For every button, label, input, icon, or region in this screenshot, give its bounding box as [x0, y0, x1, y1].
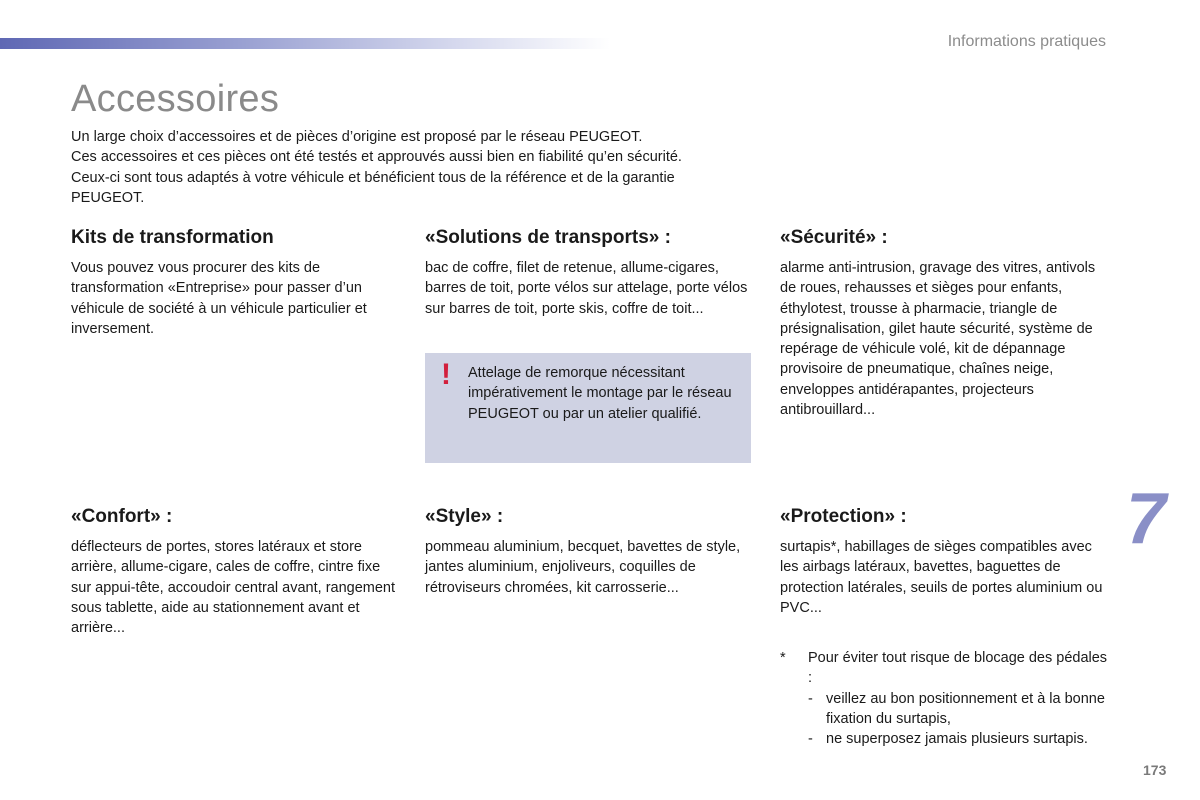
section-body: Vous pouvez vous procurer des kits de transformation «Entreprise» pour passer d’un véhicule de société à un véhicule particulier et inversement. [71, 260, 367, 337]
header-accent-band [0, 38, 610, 49]
warning-box [425, 353, 751, 463]
footnote-text: Pour éviter tout risque de blocage des pédales : [808, 650, 1108, 687]
chapter-header-title: Informations pratiques [947, 33, 1106, 50]
footnote [780, 648, 1110, 749]
section-body: pommeau aluminium, becquet, bavettes de style, jantes aluminium, enjoliveurs, coquilles de rétroviseurs chromées, kit carrosserie... [425, 539, 741, 596]
section-body: alarme anti-intrusion, gravage des vitres, antivols de roues, rehausses et sièges pour enfants, éthylotest, trousse à pharmacie, triangle de présignalisation, gilet haute sécurité, système de repérage de véhicule volé, kit de dépannage provisoire de pneumatique, chaînes neige, enveloppes antidérapantes, projecteurs antibrouillard... [780, 260, 1096, 419]
section-heading: «Confort» : [71, 506, 173, 527]
page-number: 173 [1143, 762, 1167, 778]
section-body: bac de coffre, filet de retenue, allume-cigares, barres de toit, porte vélos sur attelage, porte vélos sur barres de toit, porte skis, coffre de toit... [425, 260, 748, 317]
chapter-number: 7 [1126, 479, 1167, 559]
footnote-item [808, 689, 1110, 730]
footnote-item-text: veillez au bon positionnement et à la bonne fixation du surtapis, [826, 690, 1105, 727]
warning-text: Attelage de remorque nécessitant impérativement le montage par le réseau PEUGEOT ou par un atelier qualifié. [468, 365, 732, 422]
page-title: Accessoires [71, 78, 280, 120]
section-protection [780, 506, 1110, 618]
section-heading: «Solutions de transports» : [425, 227, 671, 248]
intro-line: Ces accessoires et ces pièces ont été testés et approuvés aussi bien en fiabilité qu’en sécurité. [71, 149, 682, 166]
section-solutions-transports [425, 227, 755, 319]
section-securite [780, 227, 1110, 420]
section-style [425, 506, 755, 598]
footnote-asterisk: * [780, 650, 786, 666]
footnote-item [808, 729, 1110, 749]
section-heading: Kits de transformation [71, 227, 274, 248]
intro-line: Ceux-ci sont tous adaptés à votre véhicule et bénéficient tous de la référence et de la garantie PEUGEOT. [71, 169, 675, 206]
list-dash: - [808, 731, 813, 748]
section-body: déflecteurs de portes, stores latéraux et store arrière, allume-cigare, cales de coffre, cintre fixe sur appui-tête, accoudoir central avant, rangement sous tablette, aide au stationnement avant et arrière... [71, 539, 396, 637]
section-confort [71, 506, 401, 638]
section-heading: «Protection» : [780, 506, 907, 527]
section-heading: «Style» : [425, 506, 504, 527]
footnote-item-text: ne superposez jamais plusieurs surtapis. [826, 731, 1088, 748]
section-body: surtapis*, habillages de sièges compatibles avec les airbags latéraux, bavettes, baguettes de protection latérales, seuils de portes aluminium ou PVC... [780, 539, 1103, 616]
footnote-list [808, 689, 1110, 750]
list-dash: - [808, 690, 813, 707]
intro-paragraph [71, 127, 751, 208]
section-kits-transformation [71, 227, 401, 339]
section-heading: «Sécurité» : [780, 227, 888, 248]
intro-line: Un large choix d’accessoires et de pièces d’origine est proposé par le réseau PEUGEOT. [71, 129, 643, 145]
exclamation-icon: ! [441, 358, 451, 391]
